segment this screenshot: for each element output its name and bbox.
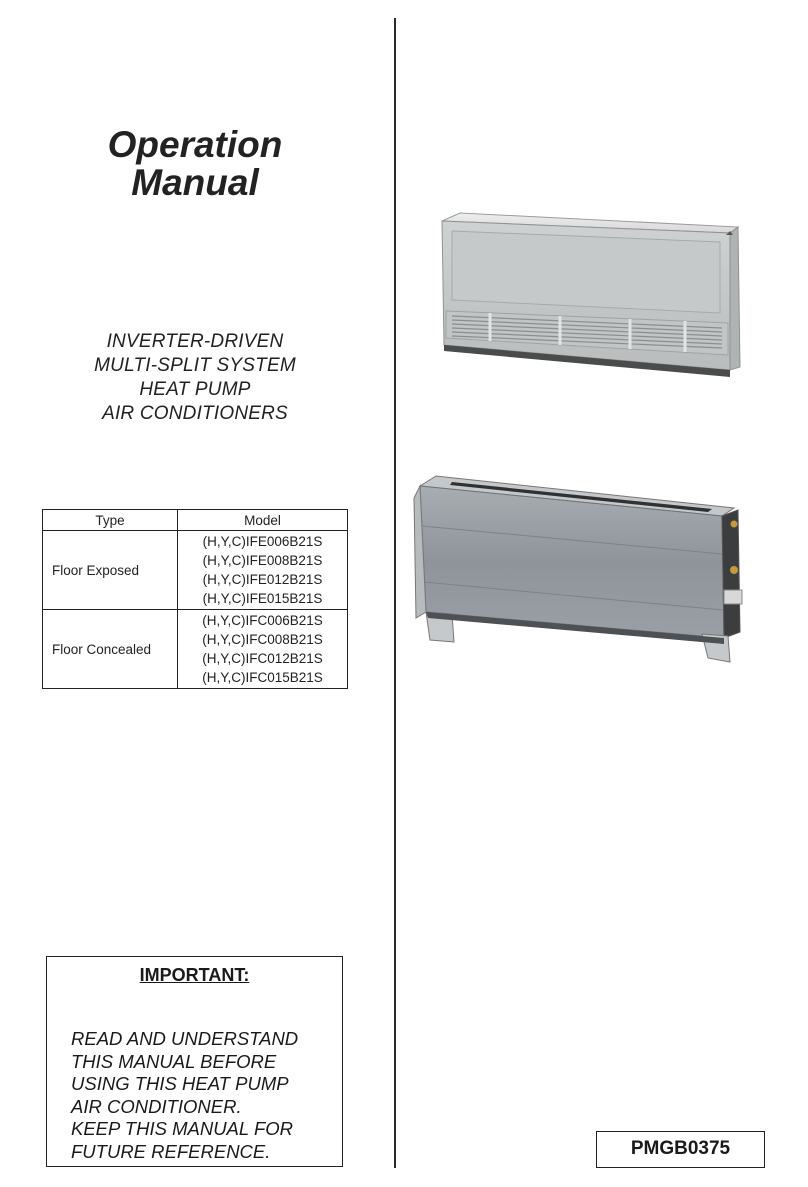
model-number: (H,Y,C)IFC015B21S [202,670,323,685]
model-cell [178,531,348,610]
notice-line: THIS MANUAL BEFORE [71,1050,277,1072]
type-column-header: Type [43,510,178,531]
model-number: (H,Y,C)IFE012B21S [202,572,323,587]
type-cell: Floor Exposed [43,531,178,610]
subtitle-line: HEAT PUMP [139,379,251,400]
model-number: (H,Y,C)IFE015B21S [202,591,323,606]
table-header-row [43,510,348,531]
floor-exposed-unit-photo [430,205,762,380]
model-cell [178,610,348,689]
notice-line: READ AND UNDERSTAND [71,1028,299,1049]
table-row [43,610,348,689]
subtitle-line: INVERTER-DRIVEN [106,331,284,352]
notice-line: USING THIS HEAT PUMP [71,1073,289,1094]
model-table [42,509,348,689]
title-line-1: Operation [107,124,283,165]
floor-concealed-unit-photo [412,462,752,682]
column-divider [394,18,396,1168]
model-number: (H,Y,C)IFC012B21S [202,651,323,666]
subtitle-line: AIR CONDITIONERS [102,403,288,424]
important-notice [46,956,343,1167]
notice-line: FUTURE REFERENCE. [71,1140,271,1162]
subtitle-line: MULTI-SPLIT SYSTEM [94,355,296,376]
notice-line: AIR CONDITIONER. [71,1095,242,1117]
page-title [60,126,330,202]
important-heading: IMPORTANT: [139,965,250,985]
model-number: (H,Y,C)IFC006B21S [202,613,323,628]
model-number: (H,Y,C)IFE006B21S [202,534,323,549]
table-row [43,531,348,610]
model-number: (H,Y,C)IFC008B21S [202,632,323,647]
document-code: PMGB0375 [596,1131,765,1168]
title-line-2: Manual [131,162,259,203]
product-subtitle [30,330,360,426]
notice-line: KEEP THIS MANUAL FOR [71,1118,294,1139]
model-number: (H,Y,C)IFE008B21S [202,553,323,568]
type-cell: Floor Concealed [43,610,178,689]
model-column-header: Model [178,510,348,531]
important-body [71,1028,298,1163]
